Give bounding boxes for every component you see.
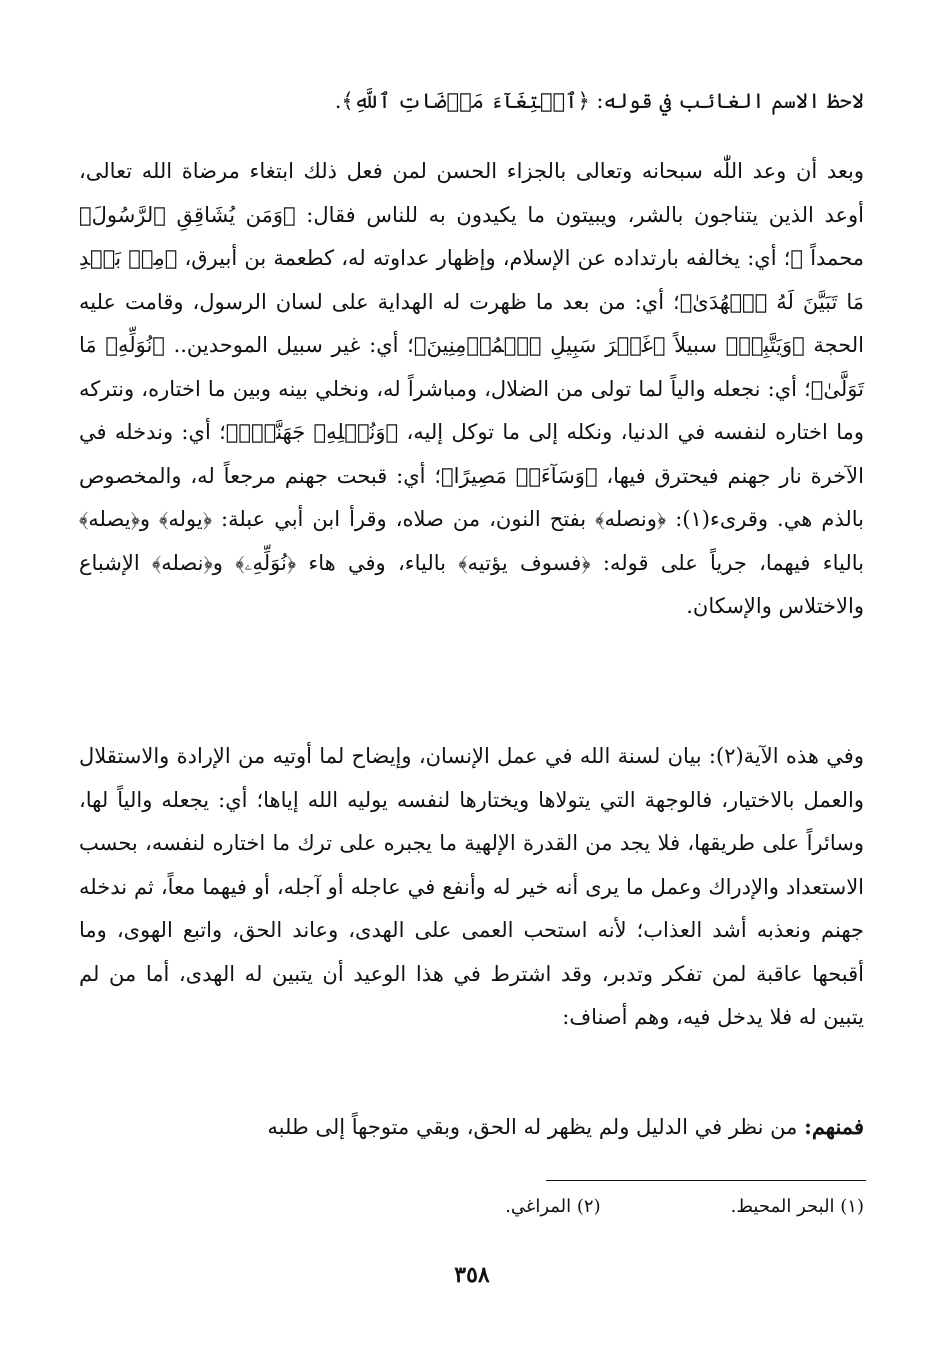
footnote-divider [546,1180,866,1181]
paragraph-4-body: من نظر في الدليل ولم يظهر له الحق، وبقي متوجهاً إلى طلبه [267,1115,805,1139]
page-number: ٣٥٨ [454,1262,490,1288]
paragraph-3: وفي هذه الآية(٢): بيان لسنة الله في عمل الإنسان، وإيضاح لما أوتيه من الإرادة والاستقلال والعمل بالاختيار، فالوجهة التي يتولاها ويختارها لنفسه يوليه الله إياها؛ أي: يجعله والياً لها، وسائراً على طريقها، فلا يجد من القدرة الإلهية ما يجبره على ترك ما اختاره لنفسه، بحسب الاستعداد والإدراك وعمل ما يرى أنه خير له وأنفع في عاجله أو آجله، أو فيهما معاً، ثم ندخله جهنم ونعذبه أشد العذاب؛ لأنه استحب العمى على الهدى، وعاند الحق، واتبع الهوى، وما أقبحها عاقبة لمن تفكر وتدبر، وقد اشترط في هذا الوعيد أن يتبين له الهدى، أما من لم يتبين له فلا يدخل فيه، وهم أصناف: [79,744,864,1029]
footnote-2: (٢) المراغي. [505,1196,601,1217]
footnote-1: (١) البحر المحيط. [730,1196,864,1217]
paragraph-1: لاحظ الاسم الغائب في قوله: ﴿ٱبۡتِغَآءَ مَرۡضَاتِ ٱللَّهِ﴾. [334,89,864,113]
paragraph-4 [79,1105,864,1150]
footnotes [79,1192,864,1222]
paragraph-2: وبعد أن وعد اللّٰه سبحانه وتعالى بالجزاء الحسن لمن فعل ذلك ابتغاء مرضاة الله تعالى، أوعد الذين يتناجون بالشر، ويبيتون ما يكيدون به للناس فقال: ﴿وَمَن يُشَاقِقِ ٱلرَّسُولَ﴾ محمداً ﷺ؛ أي: يخالفه بارتداده عن الإسلام، وإظهار عداوته له، كطعمة بن أبيرق، ﴿مِنۢ بَعۡدِ مَا تَبَيَّنَ لَهُ ٱلۡهُدَىٰ﴾؛ أي: من بعد ما ظهرت له الهداية على لسان الرسول، وقامت عليه الحجة ﴿وَيَتَّبِعۡ﴾ سبيلاً ﴿غَيۡرَ سَبِيلِ ٱلۡمُؤۡمِنِينَ﴾؛ أي: غير سبيل الموحدين.. ﴿نُوَلِّهِۦ مَا تَوَلَّىٰ﴾؛ أي: نجعله والياً لما تولى من الضلال، ومباشراً له، ونخلي بينه وبين ما اختاره، ونتركه وما اختاره لنفسه في الدنيا، ونكله إلى ما توكل إليه، ﴿وَنُصۡلِهِۦ جَهَنَّمَۖ﴾؛ أي: وندخله في الآخرة نار جهنم فيحترق فيها، ﴿وَسَآءَتۡ مَصِيرًا﴾؛ أي: قبحت جهنم مرجعاً له، والمخصوص بالذم هي. وقرىء(١): ﴿ونصله﴾ بفتح النون، من صلاه، وقرأ ابن أبي عبلة: ﴿يوله﴾ و﴿يصله﴾ بالياء فيهما، جرياً على قوله: ﴿فسوف يؤتيه﴾ بالياء، وفي هاء ﴿نُوَلِّهِۦ﴾ و﴿نصله﴾ الإشباع والاختلاس والإسكان. [79,159,865,618]
paragraph-4-lead: فمنهم: [804,1114,864,1139]
